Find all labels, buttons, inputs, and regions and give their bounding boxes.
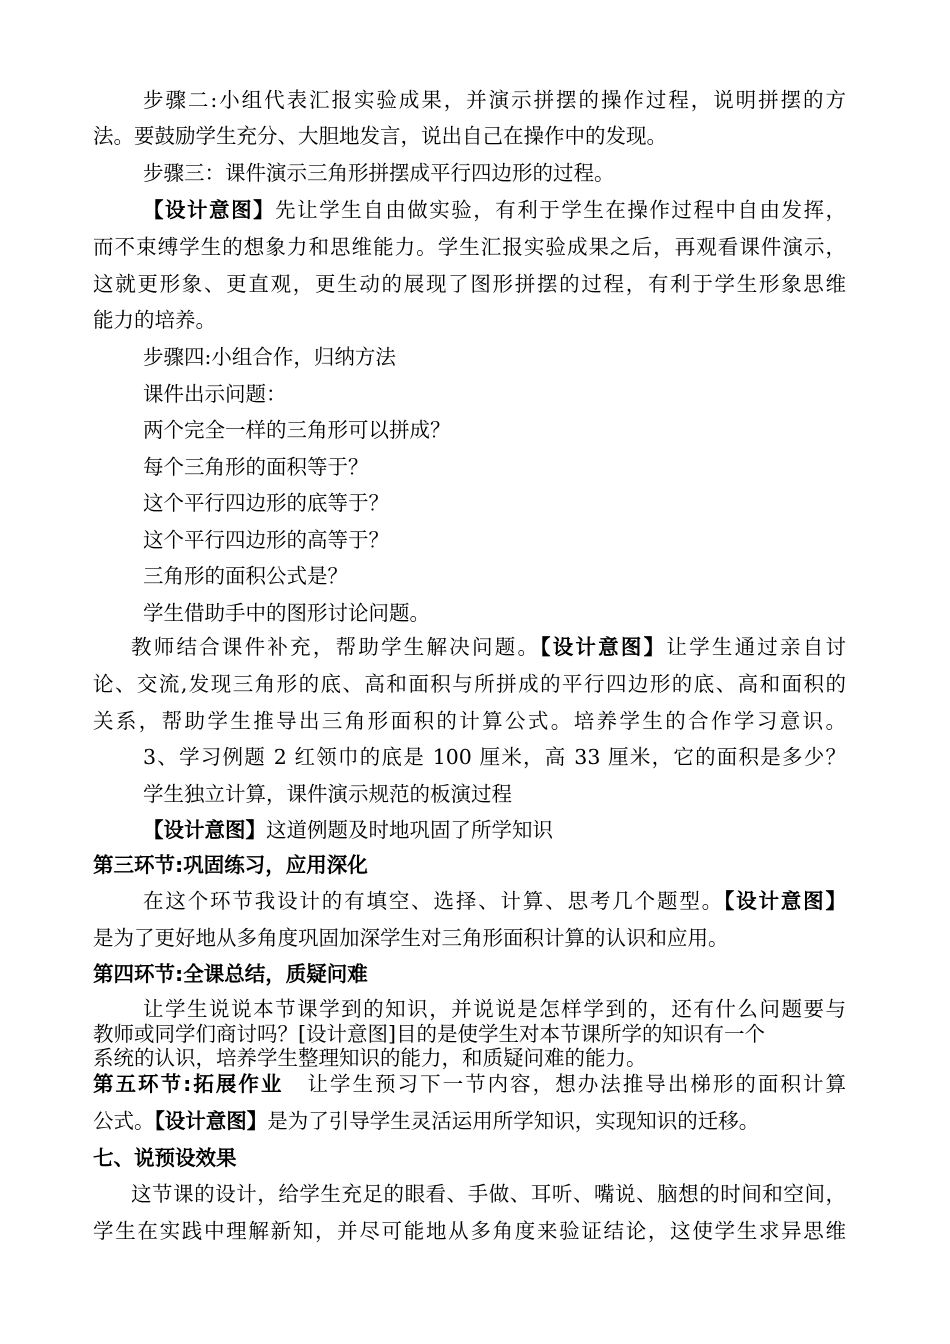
paragraph-line: 公式。【设计意图】是为了引导学生灵活运用所学知识，实现知识的迁移。: [93, 1109, 760, 1133]
question-item: 这个平行四边形的高等于？: [143, 528, 389, 552]
section-heading: 第四环节:全课总结，质疑问难: [93, 962, 368, 986]
paragraph-line: 系统的认识，培养学生整理知识的能力，和质疑问难的能力。: [93, 1046, 647, 1070]
paragraph-line: 在这个环节我设计的有填空、选择、计算、思考几个题型。【设计意图】: [143, 889, 846, 913]
section-heading: 第五环节:拓展作业: [93, 1072, 284, 1096]
paragraph-line: 【设计意图】先让学生自由做实验，有利于学生在操作过程中自由发挥，: [143, 198, 847, 222]
paragraph-line: 课件出示问题：: [143, 382, 287, 406]
paragraph-line: 让学生说说本节课学到的知识，并说说是怎样学到的，还有什么问题要与: [143, 997, 846, 1021]
design-intent-label: 【设计意图】: [143, 198, 276, 222]
design-intent-label: 【设计意图】: [540, 635, 667, 659]
paragraph-line: 第五环节:拓展作业 让学生预习下一节内容，想办法推导出梯形的面积计算: [93, 1072, 846, 1096]
paragraph-line: 教师或同学们商讨吗？[设计意图]目的是使学生对本节课所学的知识有一个: [93, 1022, 765, 1046]
paragraph-line: 能力的培养。: [93, 308, 216, 332]
question-item: 三角形的面积公式是？: [143, 564, 348, 588]
paragraph-line: 而不束缚学生的想象力和思维能力。学生汇报实验成果之后，再观看课件演示，: [93, 235, 846, 259]
design-intent-label: 【设计意图】: [154, 1109, 268, 1133]
paragraph-line: 这节课的设计，给学生充足的眼看、手做、耳听、嘴说、脑想的时间和空间，: [131, 1182, 846, 1206]
paragraph-line: 学生独立计算，课件演示规范的板演过程: [143, 782, 512, 806]
paragraph-line: 教师结合课件补充，帮助学生解决问题。【设计意图】让学生通过亲自讨: [131, 635, 847, 659]
design-intent-label: 【设计意图】: [724, 889, 846, 913]
paragraph-line: 【设计意图】这道例题及时地巩固了所学知识: [143, 818, 553, 842]
paragraph-line: 学生借助手中的图形讨论问题。: [143, 601, 430, 625]
section-heading: 七、说预设效果: [93, 1146, 237, 1170]
paragraph-line: 法。要鼓励学生充分、大胆地发言，说出自己在操作中的发现。: [93, 124, 667, 148]
question-item: 这个平行四边形的底等于？: [143, 491, 389, 515]
paragraph-line: 是为了更好地从多角度巩固加深学生对三角形面积计算的认识和应用。: [93, 926, 729, 950]
paragraph-line: 学生在实践中理解新知，并尽可能地从多角度来验证结论，这使学生求异思维: [93, 1219, 846, 1243]
paragraph-line: 步骤四:小组合作，归纳方法: [143, 345, 396, 369]
paragraph-line: 关系，帮助学生推导出三角形面积的计算公式。培养学生的合作学习意识。: [93, 709, 846, 733]
section-heading: 第三环节:巩固练习，应用深化: [93, 853, 368, 877]
paragraph-line: 论、交流,发现三角形的底、高和面积与所拼成的平行四边形的底、高和面积的: [93, 672, 846, 696]
question-item: 两个完全一样的三角形可以拼成？: [143, 418, 451, 442]
design-intent-label: 【设计意图】: [143, 818, 266, 842]
paragraph-line: 步骤二:小组代表汇报实验成果，并演示拼摆的操作过程，说明拼摆的方: [143, 88, 846, 112]
paragraph-line: 步骤三：课件演示三角形拼摆成平行四边形的过程。: [143, 161, 615, 185]
question-item: 每个三角形的面积等于？: [143, 455, 369, 479]
paragraph-line: 3、学习例题 2 红领巾的底是 100 厘米，高 33 厘米，它的面积是多少？: [143, 745, 846, 769]
paragraph-line: 这就更形象、更直观，更生动的展现了图形拼摆的过程，有利于学生形象思维: [93, 272, 846, 296]
design-intent-label: [设计意图]: [298, 1022, 396, 1046]
